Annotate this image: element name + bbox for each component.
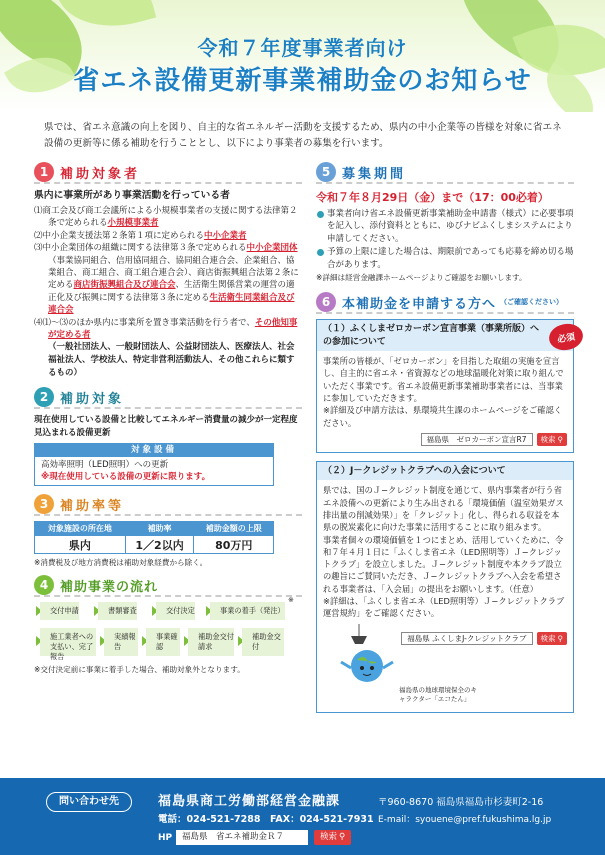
section-2-header (34, 387, 302, 409)
contact-footer (0, 778, 605, 855)
section-5-note: ※詳細は経営金融課ホームページよりご確認をお願いします。 (316, 273, 527, 283)
table-header: 対象施設の所在地 (35, 522, 126, 536)
section-3-note: ※消費税及び地方消費税は補助対象経費から除く。 (34, 558, 208, 568)
search-button[interactable]: 検索 ⚲ (537, 433, 568, 446)
section-number-badge: 3 (34, 494, 54, 514)
section-number-badge: 6 (316, 292, 336, 312)
target-equipment-table (34, 443, 274, 486)
deadline-text: 令和７年８月29日（金）まで（17：00必着） (316, 191, 549, 204)
flow-step: 交付申請 (40, 602, 79, 620)
flow-step: 事業の着手（発注） (210, 602, 285, 620)
title-line-1: 令和７年度事業者向け (197, 36, 408, 60)
eligible-item-4: ⑷⑴〜⑶のほか県内に事業所を置き事業活動を行う者で、その他知事が定める者 (34, 317, 298, 341)
section-4 (34, 575, 302, 680)
email-link[interactable]: E-mail：syouene@pref.fukushima.lg.jp (378, 815, 552, 825)
section-5 (316, 162, 574, 284)
j-credit-search-input[interactable]: 福島県 ふくしまJ-クレジットクラブ (401, 632, 532, 645)
section-4-note: ※交付決定前に事業に着手した場合、補助対象外となります。 (34, 665, 245, 675)
section-2-lead: 現在使用している設備と比較してエネルギー消費量の減少が一定程度見込まれる設備更新 (34, 415, 298, 438)
search-icon: ⚲ (557, 633, 563, 643)
list-item: 事業者向け省エネ設備更新事業補助金申請書（様式）に必要事項を記入し、添付資料とともに、ゆびナビふくしまシステムにより申請してください。 (316, 208, 574, 245)
flow-step: 施工業者への支払い、完了報告 (40, 628, 96, 656)
hp-search-button[interactable]: 検索 ⚲ (314, 830, 351, 845)
j-credit-body: 県では、国のＪ−クレジット制度を通じて、県内事業者が行う省エネ設備への更新により生み出される「環境価値（温室効果ガス排出量の削減効果）」を「クレジット」化し、得られる収益を本県の脱炭素化に向けた事業に活用することに取り組みます。 事業者個々の環境価値を１つにまとめ、活用していくために、令和７年４月１日に「ふくしま省エネ（LED照明等）Ｊ−クレジットクラブ」を設立しました。Ｊ−クレジット制度や本クラブ設立の趣旨にご賛同いただき、Ｊ−クレジットクラブへ入会を希望される事業者は、「入会届」の提出をお願いします。（任意） ※詳細は、「ふくしま省エネ（LED照明等）Ｊ−クレジットクラブ運営規約」をご確認ください。 福島県 ふくしまJ-クレジットクラブ 検索 ⚲ 福島県の地球環境保全のキャラクター「エコたん」 (317, 480, 573, 711)
subsidy-rate-table (34, 521, 274, 554)
section-2-title: 補助対象 (60, 391, 125, 407)
zero-carbon-heading: （１）ふくしまゼロカーボン宣言事業（事業所版）への参加について (317, 320, 573, 351)
section-number-badge: 5 (316, 162, 336, 182)
search-row (401, 632, 567, 645)
table-cell: 県内 (35, 536, 126, 554)
table-cell: 80万円 (194, 536, 274, 554)
flow-step-mark: ※ (288, 596, 294, 605)
section-6-title: 本補助金を申請する方へ (342, 296, 497, 312)
eligible-item-3: ⑶中小企業団体の組織に関する法律第３条で定められる中小企業団体（事業協同組合、信用協同組合、協同組合連合会、企業組合、協業組合、商工組合、商工組合連合会）、商店街振興組合法第２条に定める商店街振興組合及び連合会、生活衛生関係営業の運営の適正化及び振興に関する法律第３条に定める生活衛生同業組合及び連合会 (34, 243, 299, 316)
right-column (316, 162, 574, 713)
search-icon: ⚲ (339, 832, 346, 842)
section-2 (34, 387, 302, 486)
table-header: 対象設備 (34, 443, 274, 457)
section-1-title: 補助対象者 (60, 166, 141, 182)
eligible-item-1: ⑴商工会及び商工会議所による小規模事業者の支援に関する法律第２条で定められる小規模事業者 (34, 206, 298, 229)
flow-step: 補助金交付 (242, 628, 284, 656)
process-flow (34, 596, 302, 680)
j-credit-heading: （２）J－クレジットクラブへの入会について (317, 462, 573, 481)
table-cell: 1／2以内 (125, 536, 194, 554)
zero-carbon-body: 事業所の皆様が、「ゼロカーボン」を目指した取組の実施を宣言し、自主的に省エネ・省資源などの地球温暖化対策に取り組んでいただく事業です。省エネ設備更新事業補助事業者には、当事業に参加していただきます。 ※詳細及び申請方法は、県環境共生課のホームページをご確認ください。 福島県 ゼロカーボン宣言R7 検索 ⚲ (317, 351, 573, 452)
flow-step: 交付決定 (156, 602, 195, 620)
section-5-header (316, 162, 574, 184)
flow-step: 事業確認 (146, 628, 180, 656)
search-row (323, 433, 567, 446)
section-1-header (34, 162, 302, 184)
flow-step: 実績報告 (104, 628, 138, 656)
mascot-area (323, 624, 567, 706)
section-5-title: 募集期間 (342, 166, 407, 182)
department-name: 福島県商工労働部経営金融課 (158, 794, 341, 809)
address: 〒960-8670 福島県福島市杉妻町2-16 (378, 797, 544, 808)
section-3 (34, 494, 302, 569)
table-header: 補助率 (125, 522, 194, 536)
section-number-badge: 2 (34, 387, 54, 407)
intro-text: 県では、省エネ意識の向上を図り、自主的な省エネルギー活動を支援するため、県内の中小企業等の皆様を対象に省エネ設備の更新等に係る補助を行うこととし、以下により事業者の募集を行います。 (44, 122, 562, 149)
eligible-group-list: （一般社団法人、一般財団法人、公益財団法人、医療法人、社会福祉法人、学校法人、特定非営利活動法人、その他これらに類するもの） (48, 342, 295, 378)
search-button[interactable]: 検索 ⚲ (537, 632, 568, 645)
section-4-header (34, 575, 302, 597)
section-6-header (316, 292, 574, 314)
title-line-2: 省エネ設備更新事業補助金のお知らせ (73, 66, 532, 96)
hp-search-input[interactable]: 福島県 省エネ補助金Ｒ７ (176, 830, 308, 845)
hp-label: HP (158, 833, 173, 843)
list-item: 予算の上限に達した場合は、期限前であっても応募を締め切る場合があります。 (316, 246, 574, 271)
left-column (34, 162, 302, 680)
eligible-item-2: ⑵中小企業支援法第２条第１項に定められる中小企業者 (34, 230, 247, 241)
j-credit-box (316, 461, 574, 713)
section-1 (34, 162, 302, 379)
section-number-badge: 1 (34, 162, 54, 182)
mascot-caption: 福島県の地球環境保全のキャラクター「エコたん」 (399, 685, 477, 703)
section-3-title: 補助率等 (60, 498, 125, 514)
table-header: 補助金額の上限 (194, 522, 274, 536)
section-6 (316, 292, 574, 713)
section-6-subtitle: （ご確認ください） (500, 298, 564, 307)
mascot-ecotan-icon (329, 624, 399, 686)
required-badge: 必須 (547, 321, 585, 353)
hero-banner (0, 0, 605, 112)
flow-step: 補助金交付請求 (188, 628, 234, 656)
section-1-lead: 県内に事業所があり事業活動を行っている者 (34, 190, 230, 201)
zero-carbon-box (316, 319, 574, 453)
table-cell: 高効率照明（LED照明）への更新 ※現在使用している設備の更新に限ります。 (34, 457, 274, 486)
section-3-header (34, 494, 302, 516)
phone-fax: 電話：024-521-7288 FAX：024-521-7931 (158, 814, 374, 825)
zero-carbon-search-input[interactable]: 福島県 ゼロカーボン宣言R7 (421, 433, 533, 446)
section-number-badge: 4 (34, 575, 54, 595)
section-4-title: 補助事業の流れ (60, 579, 159, 595)
search-icon: ⚲ (557, 434, 563, 444)
contact-label: 問い合わせ先 (46, 792, 132, 812)
flow-step: 書類審査 (98, 602, 137, 620)
